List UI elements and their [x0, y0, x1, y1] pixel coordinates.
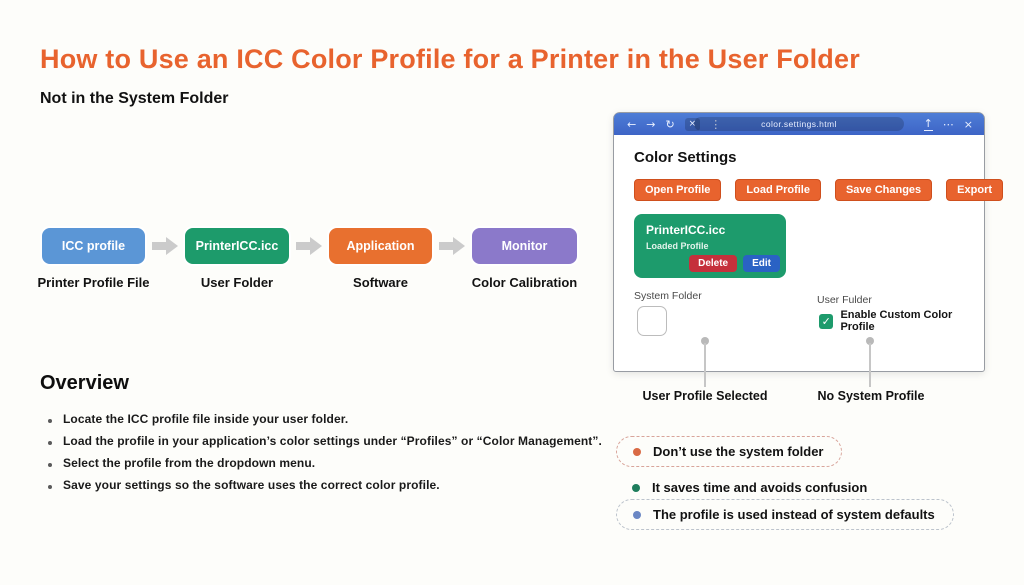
flow-arrow-icon: [291, 237, 327, 255]
overview-bullet-text: Load the profile in your application’s color settings under “Profiles” or “Color Management”.: [63, 434, 602, 448]
flow-box-monitor: Monitor: [470, 226, 579, 266]
page-subtitle: Not in the System Folder: [40, 90, 229, 107]
export-button[interactable]: Export: [946, 179, 1003, 201]
overview-bullet-text: Locate the ICC profile file inside your user folder.: [63, 412, 349, 426]
list-item: [48, 412, 608, 426]
connector-line: [704, 343, 706, 387]
flow-arrow-icon: [147, 237, 183, 255]
flow-box-printericc: PrinterICC.icc: [183, 226, 291, 266]
flow-arrow-icon: [434, 237, 470, 255]
color-settings-heading: Color Settings: [634, 149, 737, 166]
flow-step-icc-profile: [37, 226, 150, 290]
bullet-dot-icon: [633, 448, 641, 456]
browser-titlebar: [614, 113, 984, 135]
callout-saves-time: [616, 473, 885, 502]
flow-caption-software: Software: [353, 275, 408, 290]
system-folder-checkbox[interactable]: [637, 306, 667, 336]
address-bar[interactable]: color.settings.html: [694, 117, 904, 131]
delete-button[interactable]: Delete: [689, 255, 737, 272]
callout-text: It saves time and avoids confusion: [652, 480, 868, 495]
flow-caption-color-calibration: Color Calibration: [471, 275, 578, 290]
refresh-icon[interactable]: ↻: [665, 117, 675, 131]
titlebar-right-controls: [919, 113, 978, 135]
bullet-dot-icon: [48, 485, 52, 489]
flow-caption-printer-profile-file: Printer Profile File: [37, 275, 150, 290]
flow-step-monitor: [470, 226, 579, 290]
callout-text: Don’t use the system folder: [653, 444, 824, 459]
user-folder-checkbox-row: [819, 309, 984, 333]
system-folder-label: System Folder: [634, 290, 702, 302]
share-icon[interactable]: ↑: [923, 116, 933, 130]
callout-dont-use-system-folder: [616, 436, 842, 467]
annotation-no-system-profile: No System Profile: [817, 389, 925, 403]
annotation-user-profile-selected: User Profile Selected: [642, 389, 768, 403]
kebab-menu-icon[interactable]: ⋮: [710, 117, 722, 131]
callout-text: The profile is used instead of system defaults: [653, 507, 935, 522]
list-item: [48, 478, 608, 492]
enable-custom-profile-label: Enable Custom Color Profile: [840, 309, 953, 333]
flow-diagram: [37, 226, 579, 290]
forward-icon[interactable]: →: [646, 117, 656, 131]
checked-checkbox-icon[interactable]: ✓: [819, 314, 833, 329]
stop-icon[interactable]: ×: [685, 118, 701, 131]
edit-button[interactable]: Edit: [743, 255, 780, 272]
browser-window: [613, 112, 993, 372]
flow-caption-user-folder: User Folder: [200, 275, 274, 290]
loaded-profile-card: [634, 214, 786, 278]
callout-profile-used-instead: [616, 499, 954, 530]
open-profile-button[interactable]: Open Profile: [634, 179, 721, 201]
profile-card-buttons: [689, 255, 780, 272]
bullet-dot-icon: [632, 484, 640, 492]
close-icon[interactable]: ×: [963, 117, 973, 131]
toolbar-buttons: [634, 179, 1003, 201]
connector-line: [869, 343, 871, 387]
profile-card-title: PrinterICC.icc: [646, 223, 726, 237]
bullet-dot-icon: [48, 441, 52, 445]
flow-box-application: Application: [327, 226, 434, 266]
bullet-dot-icon: [633, 511, 641, 519]
overview-heading: Overview: [40, 372, 129, 394]
save-changes-button[interactable]: Save Changes: [835, 179, 932, 201]
overview-bullet-text: Save your settings so the software uses the correct color profile.: [63, 478, 440, 492]
profile-card-subtitle: Loaded Profile: [646, 241, 709, 251]
flow-box-icc-profile: ICC profile: [40, 226, 147, 266]
more-icon[interactable]: ⋯: [942, 117, 954, 131]
page-title: How to Use an ICC Color Profile for a Printer in the User Folder: [40, 44, 860, 74]
back-icon[interactable]: ←: [627, 117, 637, 131]
bullet-dot-icon: [48, 463, 52, 467]
overview-list: [48, 412, 608, 500]
list-item: [48, 456, 608, 470]
bullet-dot-icon: [48, 419, 52, 423]
user-folder-label: User Fulder: [817, 294, 872, 306]
overview-bullet-text: Select the profile from the dropdown menu.: [63, 456, 316, 470]
flow-step-printericc: [183, 226, 291, 290]
load-profile-button[interactable]: Load Profile: [735, 179, 821, 201]
list-item: [48, 434, 608, 448]
flow-step-application: [327, 226, 434, 290]
